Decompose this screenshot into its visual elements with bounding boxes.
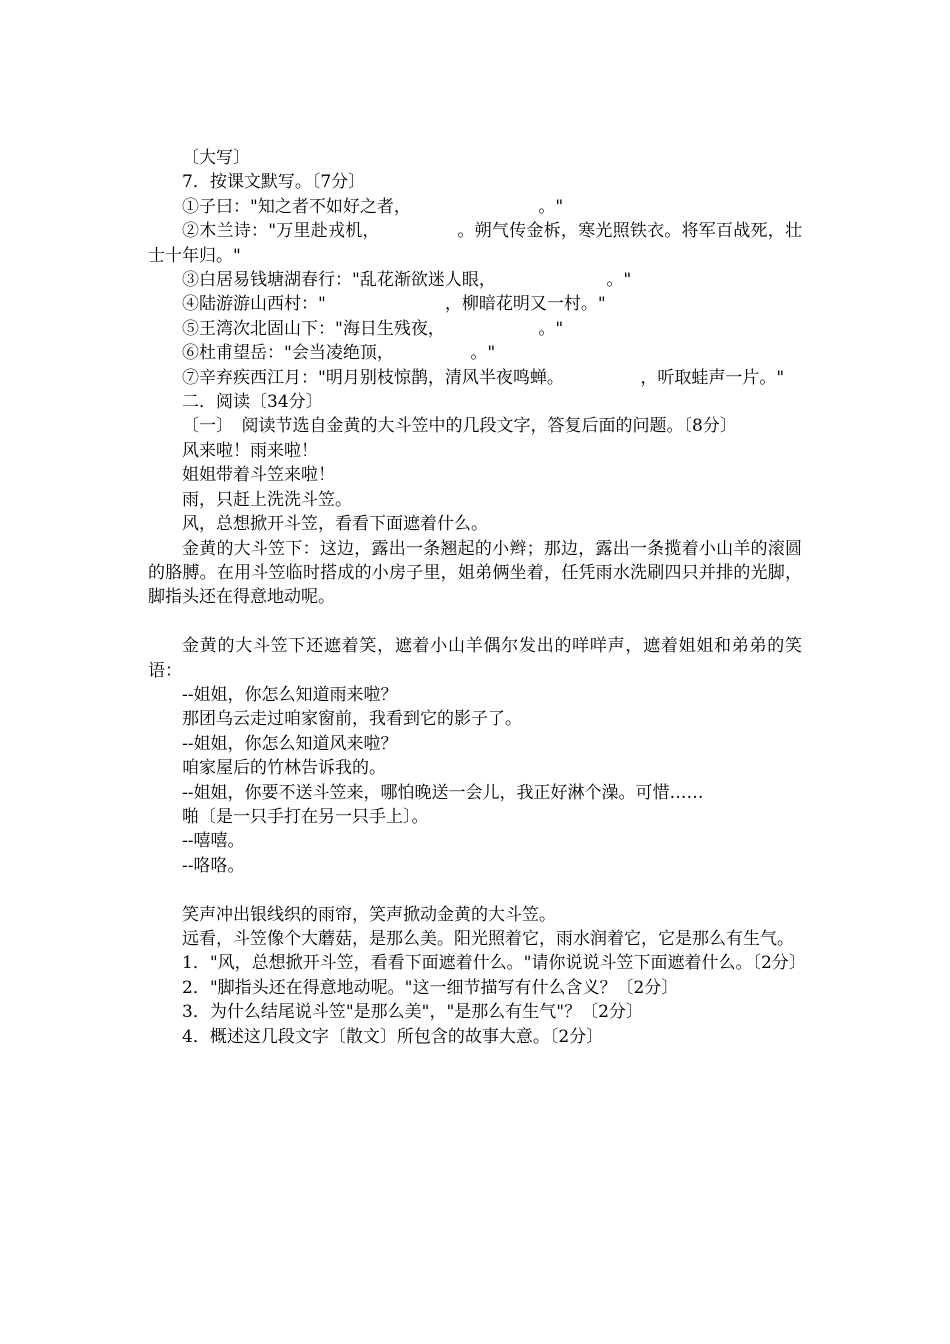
paragraph-gap — [148, 610, 802, 634]
dialogue-line: --姐姐，你要不送斗笠来，哪怕晚送一会儿，我正好淋个澡。可惜…… — [182, 782, 704, 803]
question-7-title: 7．按课文默写。〔7分〕 — [182, 172, 366, 193]
dialogue-line: 咱家屋后的竹林告诉我的。 — [182, 758, 386, 779]
dialogue-line: --姐姐，你怎么知道风来啦？ — [182, 733, 398, 754]
part-1-intro: 〔一〕 阅读节选自金黄的大斗笠中的几段文字，答复后面的问题。〔8分〕 — [182, 416, 737, 437]
paragraph-gap — [148, 878, 802, 902]
q7-item-6: ⑥杜甫望岳："会当凌绝顶， 。" — [182, 343, 496, 364]
q7-item-3: ③白居易钱塘湖春行："乱花渐欲迷人眼， 。" — [182, 270, 632, 291]
dialogue-line: --嘻嘻。 — [182, 831, 245, 852]
passage-paragraph: 远看，斗笠像个大蘑菇，是那么美。阳光照着它，雨水润着它，它是那么有生气。 — [182, 928, 794, 949]
reading-question-2: 2．"脚指头还在得意地动呢。"这一细节描写有什么含义？〔2分〕 — [182, 977, 679, 998]
passage-paragraph: 笑声冲出银线织的雨帘，笑声掀动金黄的大斗笠。 — [182, 904, 556, 925]
q7-item-2: ②木兰诗："万里赴戎机， 。朔气传金柝，寒光照铁衣。将军百战死，壮士十年归。" — [148, 221, 802, 266]
dialogue-line: --姐姐，你怎么知道雨来啦？ — [182, 684, 398, 705]
dialogue-line: --咯咯。 — [182, 855, 245, 876]
passage-paragraph: 雨，只赶上洗洗斗笠。 — [182, 489, 352, 510]
passage-paragraph: 金黄的大斗笠下还遮着笑，遮着小山羊偶尔发出的咩咩声，遮着姐姐和弟弟的笑语： — [148, 636, 802, 681]
reading-question-1: 1．"风，总想掀开斗笠，看看下面遮着什么。"请你说说斗笠下面遮着什么。〔2分〕 — [182, 953, 806, 974]
reading-question-4: 4．概述这几段文字〔散文〕所包含的故事大意。〔2分〕 — [182, 1026, 604, 1047]
passage-paragraph: 金黄的大斗笠下：这边，露出一条翘起的小辫；那边，露出一条揽着小山羊的滚圆的胳膊。在用斗笠临时搭成的小房子里，姐弟俩坐着，任凭雨水洗刷四只并排的光脚，脚指头还在得意地动呢。 — [148, 538, 802, 608]
document-page — [148, 146, 806, 1049]
fragment-text: 〔大写〕 — [182, 148, 250, 168]
dialogue-line: 啪〔是一只手打在另一只手上〕。 — [182, 806, 429, 827]
passage-paragraph: 风来啦！雨来啦！ — [182, 440, 318, 461]
section-2-title: 二．阅读〔34分〕 — [182, 392, 323, 413]
q7-item-1: ①子曰："知之者不如好之者， 。" — [182, 196, 564, 217]
reading-question-3: 3．为什么结尾说斗笠"是那么美"，"是那么有生气"？〔2分〕 — [182, 1002, 643, 1023]
passage-paragraph: 风，总想掀开斗笠，看看下面遮着什么。 — [182, 514, 488, 535]
q7-item-7: ⑦辛弃疾西江月："明月别枝惊鹊，清风半夜鸣蝉。 ，听取蛙声一片。" — [182, 367, 785, 388]
passage-paragraph: 姐姐带着斗笠来啦！ — [182, 465, 335, 486]
dialogue-line: 那团乌云走过咱家窗前，我看到它的影子了。 — [182, 709, 522, 730]
q7-item-5: ⑤王湾次北固山下："海日生残夜， 。" — [182, 318, 564, 339]
q7-item-4: ④陆游游山西村：" ，柳暗花明又一村。" — [182, 294, 606, 315]
